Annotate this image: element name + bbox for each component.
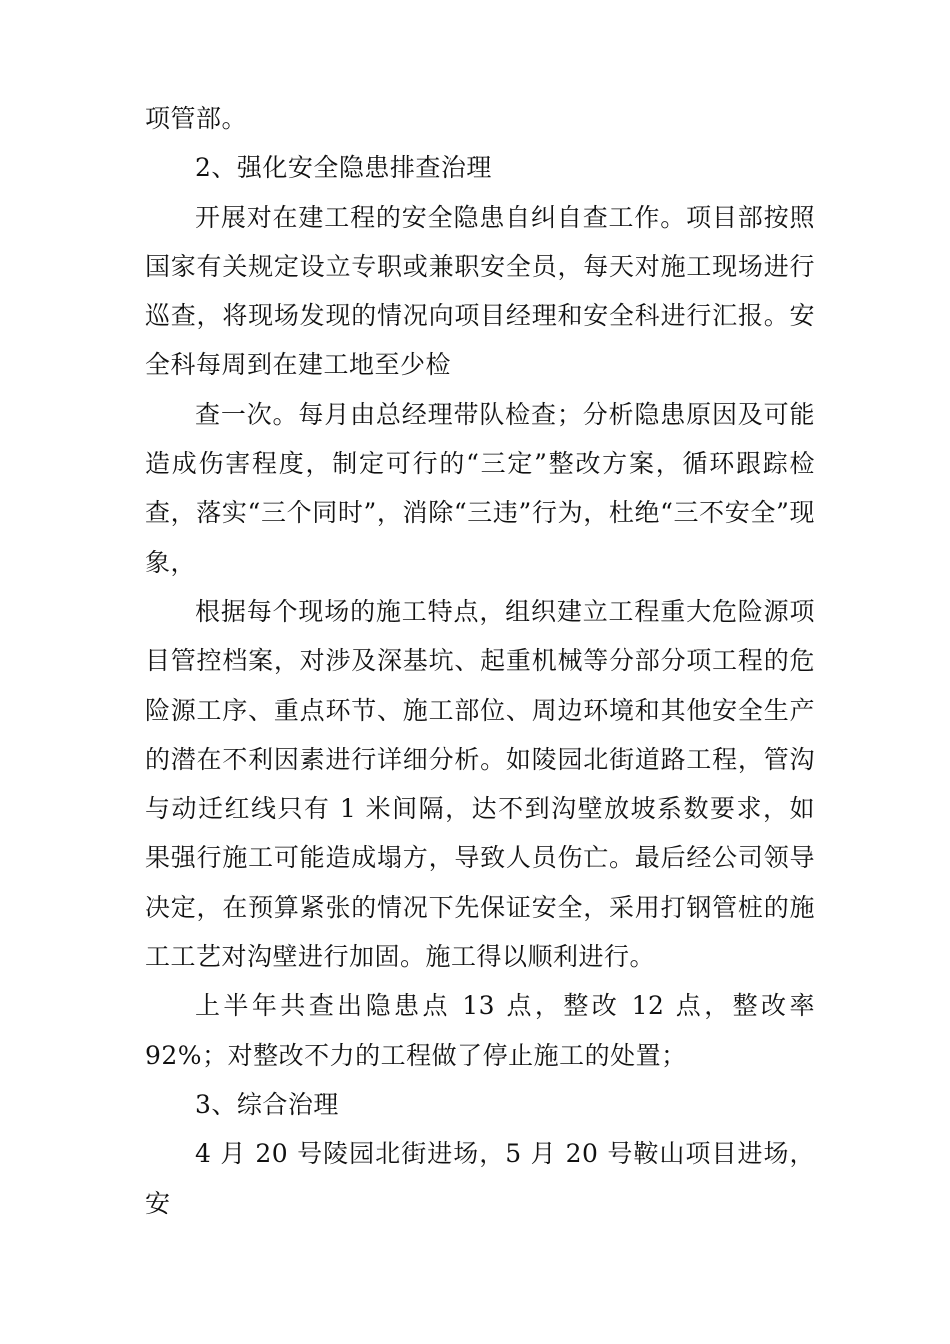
paragraph-hazard-statistics: 上半年共查出隐患点 13 点，整改 12 点，整改率 92%；对整改不力的工程做了停止施工的处置； — [145, 991, 815, 1070]
section-heading-2: 2、强化安全隐患排查治理 — [195, 153, 492, 183]
paragraph-monthly-inspection: 查一次。每月由总经理带队检查；分析隐患原因及可能造成伤害程度，制定可行的“三定”整改方案，循环跟踪检查，落实“三个同时”，消除“三违”行为，杜绝“三不安全”现象， — [145, 399, 815, 577]
paragraph-self-inspection: 开展对在建工程的安全隐患自纠自查工作。项目部按照国家有关规定设立专职或兼职安全员，每天对施工现场进行巡查，将现场发现的情况向项目经理和安全科进行汇报。安全科每周到在建工地至少检 — [145, 202, 815, 380]
paragraph-hazard-sources: 根据每个现场的施工特点，组织建立工程重大危险源项目管控档案，对涉及深基坑、起重机械等分部分项工程的危险源工序、重点环节、施工部位、周边环境和其他安全生产的潜在不利因素进行详细分析。如陵园北街道路工程，管沟与动迁红线只有 1 米间隔，达不到沟壁放坡系数要求，如果强行施工可能造成塌方，导致人员伤亡。最后经公司领导决定，在预算紧张的情况下先保证安全，采用打钢管桩的施工工艺对沟壁进行加固。施工得以顺利进行。 — [145, 596, 815, 972]
paragraph-site-entry: 4 月 20 号陵园北街进场，5 月 20 号鞍山项目进场，安 — [145, 1139, 815, 1218]
document-body — [145, 94, 815, 1228]
section-heading-3: 3、综合治理 — [195, 1089, 339, 1119]
paragraph-continuation: 项管部。 — [145, 104, 248, 133]
